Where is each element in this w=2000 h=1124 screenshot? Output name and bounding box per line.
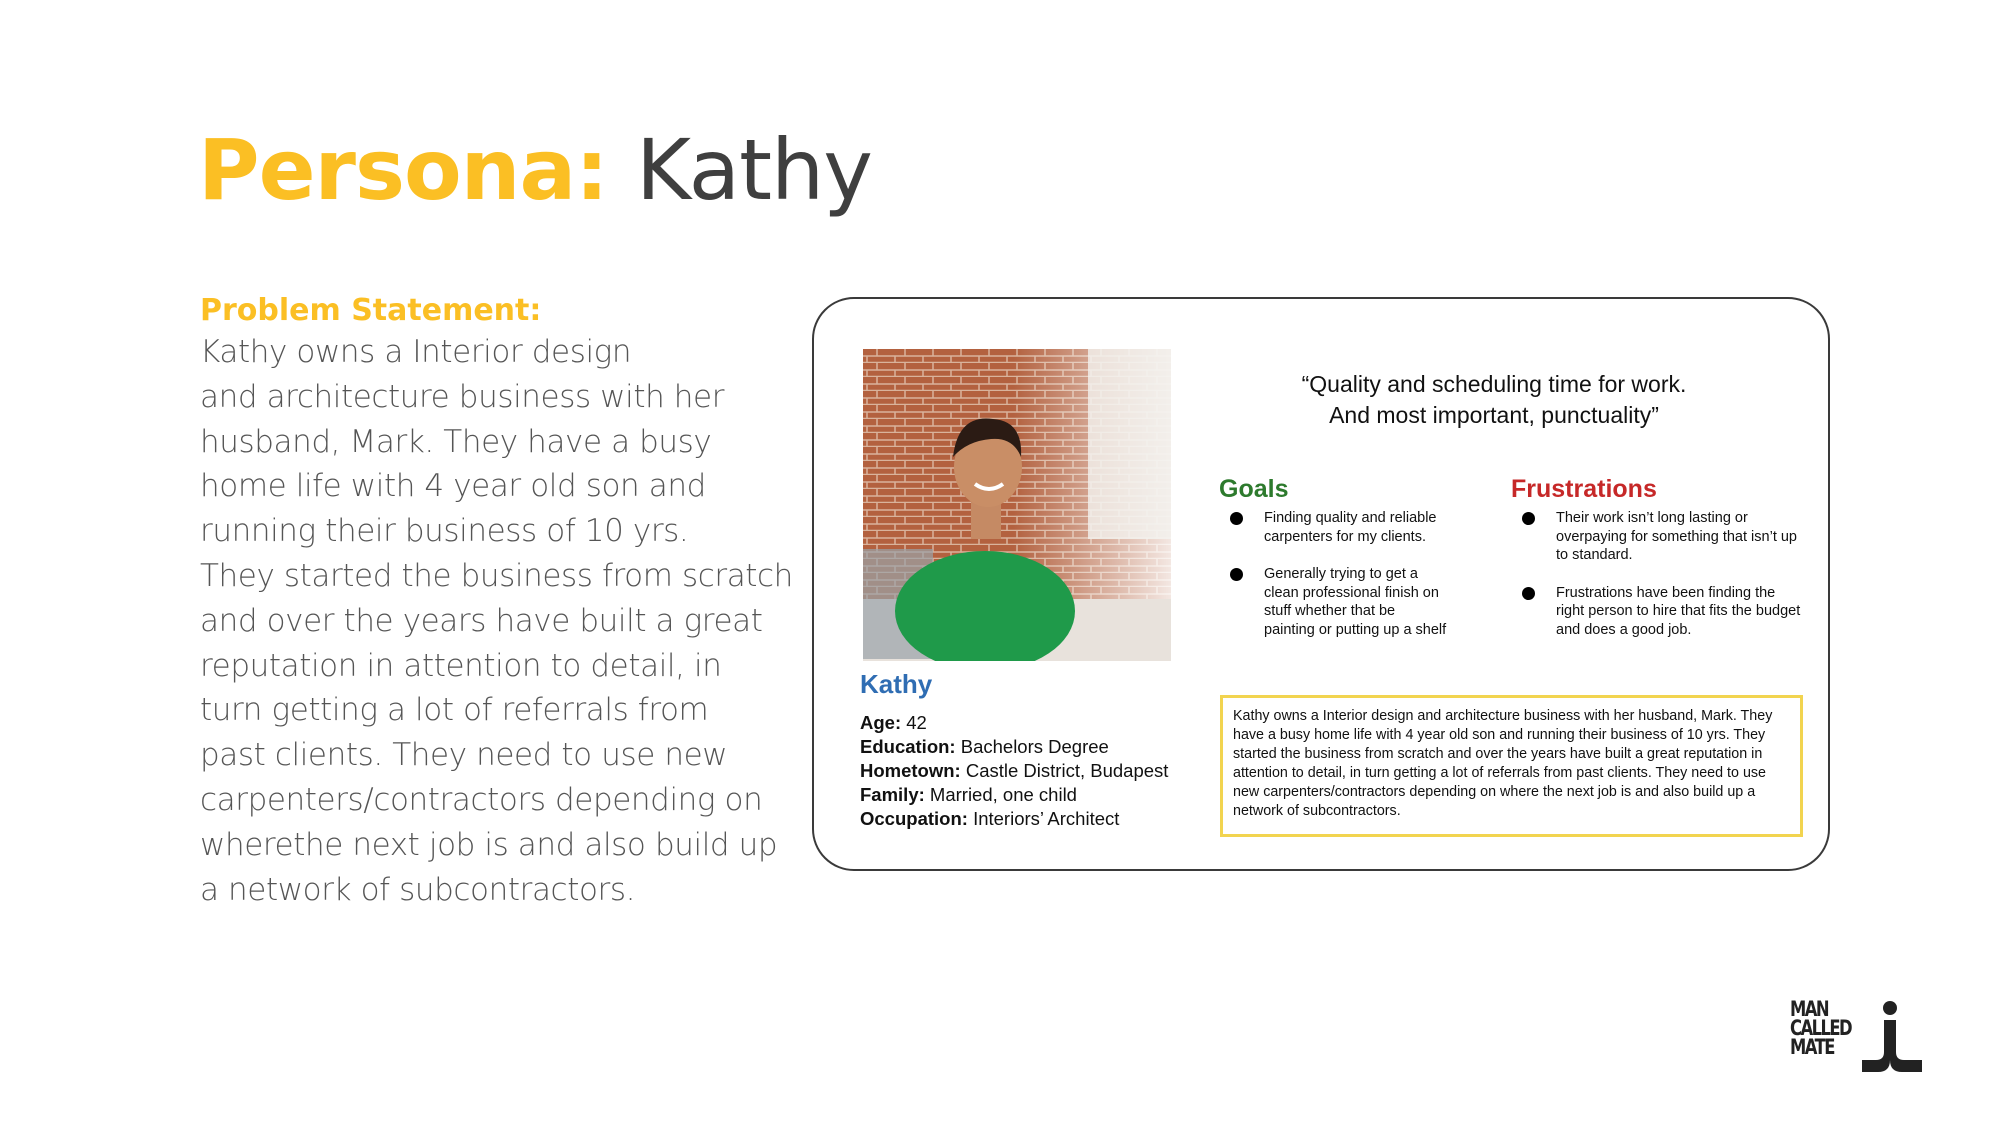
fact-label: Family: xyxy=(860,784,925,805)
frustration-item-text: Frustrations have been finding the right person to hire that fits the budget and does a good job. xyxy=(1556,584,1801,638)
problem-statement xyxy=(200,292,800,912)
persona-facts xyxy=(860,711,1168,831)
logo-wordmark: MAN CALLED MATE xyxy=(1790,997,1852,1059)
frustrations-list xyxy=(1511,509,1801,658)
bullet-icon xyxy=(1522,587,1535,600)
brand-logo xyxy=(1790,997,1925,1080)
title-accent: Persona: xyxy=(198,121,608,219)
frustrations-heading: Frustrations xyxy=(1511,475,1657,503)
quote-line: And most important, punctuality” xyxy=(1329,402,1659,428)
fact-row xyxy=(860,735,1168,759)
problem-line: home life with 4 year old son and xyxy=(200,468,706,505)
frustration-item-text: Their work isn’t long lasting or overpaying for something that isn’t up to standard. xyxy=(1556,510,1797,563)
problem-line: They started the business from scratch xyxy=(200,557,793,594)
fact-row xyxy=(860,759,1168,783)
quote-line: “Quality and scheduling time for work. xyxy=(1301,371,1687,397)
goal-item xyxy=(1219,509,1449,546)
bullet-icon xyxy=(1522,512,1535,525)
fact-value: Castle District, Budapest xyxy=(965,760,1169,781)
problem-line: turn getting a lot of referrals from xyxy=(200,692,709,729)
problem-line: running their business of 10 yrs. xyxy=(200,513,689,550)
bullet-icon xyxy=(1230,568,1243,581)
problem-line: a network of subcontractors. xyxy=(200,871,636,908)
fact-value: Interiors’ Architect xyxy=(973,808,1120,829)
persona-name: Kathy xyxy=(860,669,933,699)
page-title xyxy=(198,121,872,219)
fact-row xyxy=(860,783,1168,807)
problem-line: carpenters/contractors depending on xyxy=(200,781,763,818)
fact-label: Occupation: xyxy=(860,808,968,829)
title-name: Kathy xyxy=(636,121,872,219)
fact-value: 42 xyxy=(906,712,927,733)
goals-list xyxy=(1219,509,1449,658)
figure-icon xyxy=(1862,1000,1924,1076)
problem-statement-text xyxy=(200,330,800,912)
goals-heading: Goals xyxy=(1219,475,1289,503)
problem-line: reputation in attention to detail, in xyxy=(200,647,722,684)
persona-photo xyxy=(863,349,1171,661)
fact-row xyxy=(860,807,1168,831)
frustration-item xyxy=(1511,509,1801,565)
fact-label: Hometown: xyxy=(860,760,961,781)
problem-line: and architecture business with her xyxy=(200,378,725,415)
fact-value: Married, one child xyxy=(929,784,1077,805)
persona-summary: Kathy owns a Interior design and architecture business with her husband, Mark. They have a busy home life with 4 year old son and running their business of 10 yrs. They started the business from scratch and over the years have built a great reputation in attention to detail, in turn getting a lot of referrals from past clients. They need to use new carpenters/contractors depending on where the next job is and also build up a network of subcontractors. xyxy=(1220,695,1803,837)
fact-label: Age: xyxy=(860,712,902,733)
goal-item xyxy=(1219,565,1449,639)
frustration-item xyxy=(1511,584,1801,640)
goal-item-text: Generally trying to get a clean professional finish on stuff whether that be painting or putting up a shelf xyxy=(1264,566,1447,638)
goal-item-text: Finding quality and reliable carpenters for my clients. xyxy=(1264,510,1437,545)
problem-line: Kathy owns a Interior design xyxy=(200,334,632,370)
problem-statement-label: Problem Statement: xyxy=(200,293,542,328)
problem-line: husband, Mark. They have a busy xyxy=(200,423,712,460)
bullet-icon xyxy=(1230,512,1243,525)
problem-line: past clients. They need to use new xyxy=(200,737,728,774)
fact-value: Bachelors Degree xyxy=(960,736,1109,757)
problem-line: and over the years have built a great xyxy=(200,602,763,639)
fact-row xyxy=(860,711,1168,735)
persona-card xyxy=(812,297,1830,871)
fact-label: Education: xyxy=(860,736,956,757)
problem-line: wherethe next job is and also build up xyxy=(200,826,778,863)
persona-quote xyxy=(1214,369,1774,431)
